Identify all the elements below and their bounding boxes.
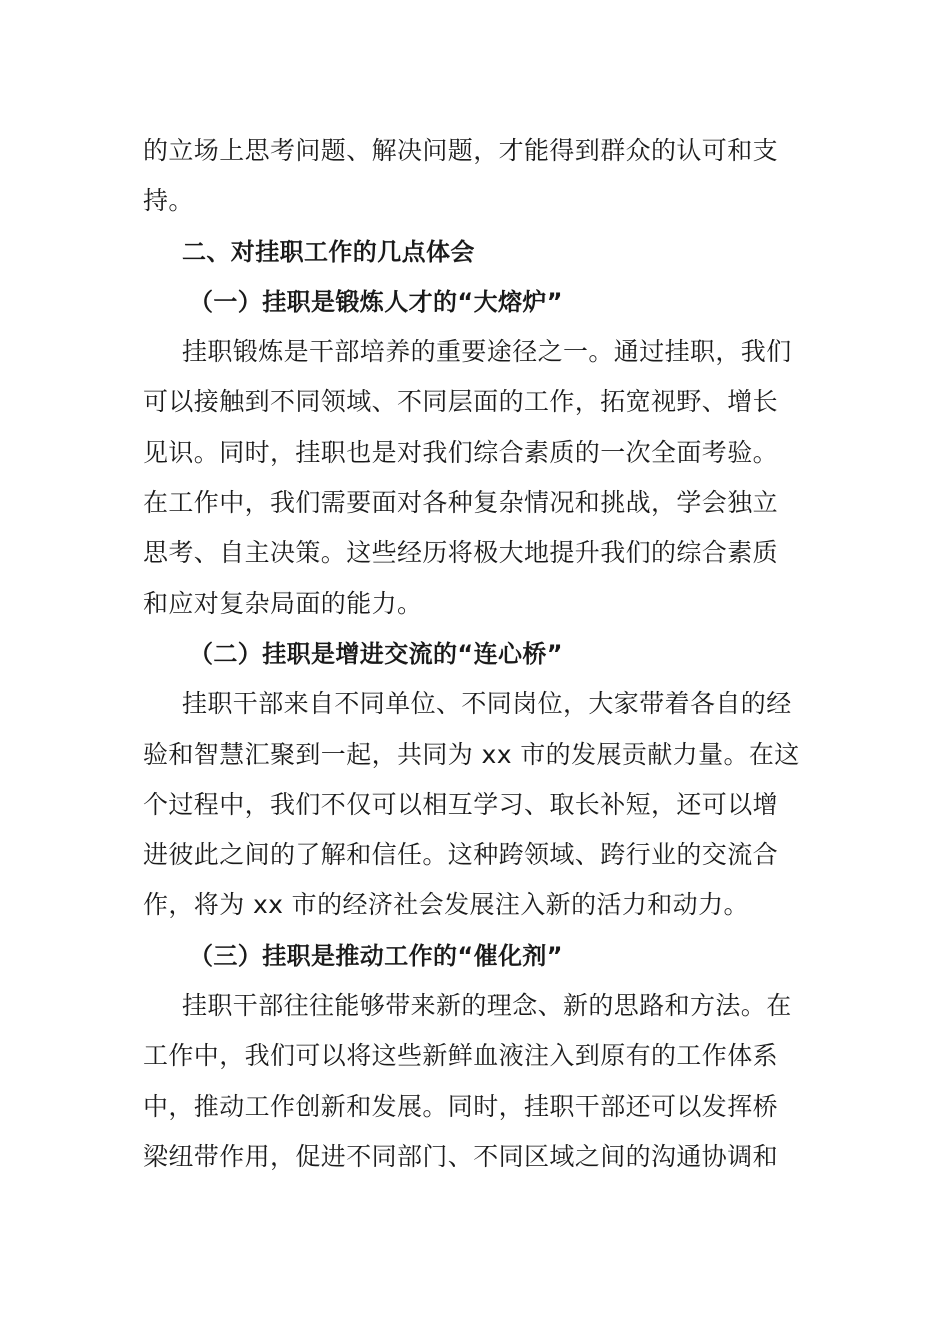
paragraph-line: 个过程中，我们不仅可以相互学习、取长补短，还可以增 — [143, 789, 779, 819]
paragraph-line: 中，推动工作创新和发展。同时，挂职干部还可以发挥桥 — [143, 1091, 779, 1121]
subsection-heading: （二）挂职是增进交流的“连心桥” — [189, 639, 563, 668]
document-body — [143, 126, 807, 1182]
paragraph-line: 的立场上思考问题、解决问题，才能得到群众的认可和支 — [143, 136, 779, 165]
section-heading: 二、对挂职工作的几点体会 — [182, 237, 475, 266]
paragraph-line: 挂职干部往往能够带来新的理念、新的思路和方法。在 — [182, 991, 792, 1021]
subsection-heading: （三）挂职是推动工作的“催化剂” — [189, 941, 563, 970]
paragraph-line: 进彼此之间的了解和信任。这种跨领域、跨行业的交流合 — [143, 840, 779, 870]
paragraph-line: 持。 — [143, 186, 194, 216]
paragraph-line: 作，将为 xx 市的经济社会发展注入新的活力和动力。 — [143, 890, 749, 920]
paragraph-line: 见识。同时，挂职也是对我们综合素质的一次全面考验。 — [143, 437, 779, 467]
paragraph-line: 挂职干部来自不同单位、不同岗位，大家带着各自的经 — [182, 689, 792, 719]
paragraph-line: 梁纽带作用，促进不同部门、不同区域之间的沟通协调和 — [143, 1141, 779, 1171]
paragraph-line: 和应对复杂局面的能力。 — [143, 588, 423, 618]
paragraph-line: 工作中，我们可以将这些新鲜血液注入到原有的工作体系 — [143, 1041, 779, 1071]
paragraph-line: 可以接触到不同领域、不同层面的工作，拓宽视野、增长 — [143, 387, 779, 417]
paragraph-line: 在工作中，我们需要面对各种复杂情况和挑战，学会独立 — [143, 488, 779, 518]
paragraph-line: 验和智慧汇聚到一起，共同为 xx 市的发展贡献力量。在这 — [143, 739, 800, 769]
paragraph-line: 思考、自主决策。这些经历将极大地提升我们的综合素质 — [143, 538, 779, 568]
paragraph-line: 挂职锻炼是干部培养的重要途径之一。通过挂职，我们 — [182, 337, 792, 367]
subsection-heading: （一）挂职是锻炼人才的“大熔炉” — [189, 287, 563, 316]
